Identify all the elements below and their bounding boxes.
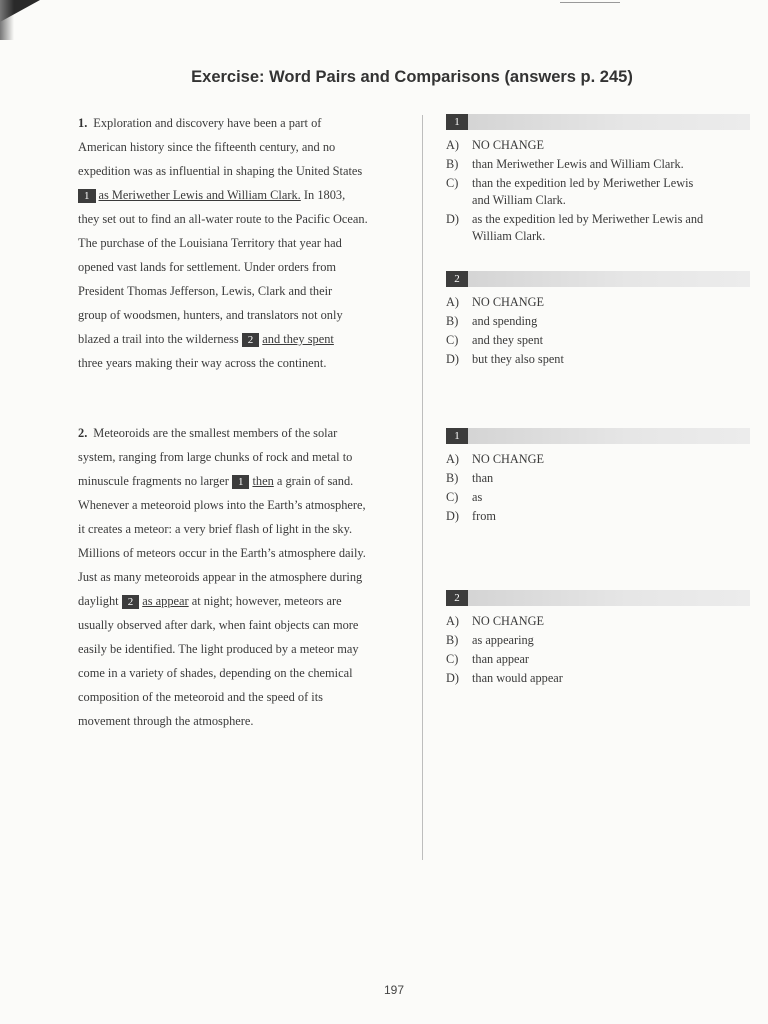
- option-text: than: [472, 471, 494, 485]
- answer-option-d[interactable]: [446, 211, 750, 245]
- passage-line: Whenever a meteoroid plows into the Earth’s atmosphere,: [78, 498, 366, 512]
- option-letter: B): [446, 314, 459, 328]
- option-letter: A): [446, 138, 459, 152]
- passage-line: The purchase of the Louisiana Territory that year had: [78, 236, 342, 250]
- option-text: than Meriwether Lewis and William Clark.: [472, 157, 684, 171]
- passage-line: Just as many meteoroids appear in the atmosphere during: [78, 570, 363, 584]
- option-text: than appear: [472, 652, 530, 666]
- option-letter: A): [446, 614, 459, 628]
- answer-option-c[interactable]: [446, 175, 750, 209]
- option-text: from: [472, 509, 496, 523]
- question-header: [446, 271, 750, 287]
- page-number: 197: [383, 983, 405, 997]
- option-text: but they also spent: [472, 352, 564, 366]
- question-number: 1: [446, 114, 468, 130]
- passage-line: Exploration and discovery have been a part of: [93, 116, 322, 130]
- answer-option-c[interactable]: [446, 651, 750, 668]
- passage-line: Millions of meteors occur in the Earth’s atmosphere daily.: [78, 546, 366, 560]
- question-marker-1[interactable]: 1: [78, 189, 96, 203]
- passage-line: they set out to find an all-water route to the Pacific Ocean.: [78, 212, 368, 226]
- option-letter: D): [446, 352, 459, 366]
- question-marker-2[interactable]: 2: [122, 595, 140, 609]
- passage-text: daylight: [78, 594, 119, 608]
- passage-line: opened vast lands for settlement. Under orders from: [78, 260, 337, 274]
- passage-line: come in a variety of shades, depending on the chemical: [78, 666, 353, 680]
- underlined-phrase-2: and they spent: [262, 332, 334, 346]
- question-marker-1[interactable]: 1: [232, 475, 250, 489]
- option-letter: A): [446, 295, 459, 309]
- option-letter: D): [446, 509, 459, 523]
- passage-line: system, ranging from large chunks of rock and metal to: [78, 450, 353, 464]
- answer-option-b[interactable]: [446, 470, 750, 487]
- page-title: Exercise: Word Pairs and Comparisons (answers p. 245): [191, 68, 633, 86]
- passage-text: minuscule fragments no larger: [78, 474, 229, 488]
- passage-text: In 1803,: [300, 188, 346, 202]
- answer-option-d[interactable]: [446, 508, 750, 525]
- question-block-4: [446, 590, 750, 689]
- answer-option-b[interactable]: [446, 313, 750, 330]
- option-text: and they spent: [472, 333, 544, 347]
- answer-option-a[interactable]: [446, 137, 750, 154]
- option-text: NO CHANGE: [472, 138, 545, 152]
- passage-line: group of woodsmen, hunters, and translators not only: [78, 308, 343, 322]
- passage-line: movement through the atmosphere.: [78, 714, 254, 728]
- option-text: than would appear: [472, 671, 563, 685]
- question-block-1: [446, 114, 750, 247]
- passage-line: three years making their way across the continent.: [78, 356, 327, 370]
- question-number: 2: [446, 590, 468, 606]
- passage-line: easily be identified. The light produced by a meteor may: [78, 642, 359, 656]
- passage-text: a grain of sand.: [273, 474, 354, 488]
- question-marker-2[interactable]: 2: [242, 333, 260, 347]
- answer-option-c[interactable]: [446, 489, 750, 506]
- answer-option-d[interactable]: [446, 670, 750, 687]
- option-text: as: [472, 490, 483, 504]
- passage-2: [78, 421, 408, 733]
- column-divider: [422, 115, 423, 860]
- answer-option-a[interactable]: [446, 294, 750, 311]
- question-number: 2: [446, 271, 468, 287]
- passage-number: 2.: [78, 426, 88, 440]
- scan-mark: [560, 2, 620, 3]
- option-text: NO CHANGE: [472, 452, 545, 466]
- question-block-3: [446, 428, 750, 527]
- passage-line: expedition was as influential in shaping the United States: [78, 164, 363, 178]
- passage-line: usually observed after dark, when faint objects can more: [78, 618, 359, 632]
- option-text: NO CHANGE: [472, 295, 545, 309]
- question-header: [446, 114, 750, 130]
- passage-1: [78, 111, 408, 375]
- option-letter: B): [446, 157, 459, 171]
- passage-line: it creates a meteor: a very brief flash of light in the sky.: [78, 522, 353, 536]
- question-number: 1: [446, 428, 468, 444]
- option-text: NO CHANGE: [472, 614, 545, 628]
- option-letter: D): [446, 671, 459, 685]
- option-letter: A): [446, 452, 459, 466]
- answer-option-b[interactable]: [446, 632, 750, 649]
- passage-number: 1.: [78, 116, 88, 130]
- underlined-phrase-1: as Meriwether Lewis and William Clark.: [98, 188, 301, 202]
- option-letter: B): [446, 633, 459, 647]
- answer-option-b[interactable]: [446, 156, 750, 173]
- underlined-phrase-2: as appear: [142, 594, 189, 608]
- answer-option-c[interactable]: [446, 332, 750, 349]
- passage-line: composition of the meteoroid and the speed of its: [78, 690, 324, 704]
- option-text: and spending: [472, 314, 538, 328]
- passage-line: Meteoroids are the smallest members of the solar: [93, 426, 338, 440]
- option-letter: C): [446, 490, 459, 504]
- passage-line: President Thomas Jefferson, Lewis, Clark and their: [78, 284, 333, 298]
- option-letter: B): [446, 471, 459, 485]
- option-text: than the expedition led by Meriwether Lewis and William Clark.: [472, 176, 694, 207]
- question-header: [446, 590, 750, 606]
- page-edge-shadow: [0, 0, 14, 40]
- answer-option-d[interactable]: [446, 351, 750, 368]
- option-text: as appearing: [472, 633, 534, 647]
- option-letter: C): [446, 333, 459, 347]
- answer-option-a[interactable]: [446, 451, 750, 468]
- option-letter: C): [446, 652, 459, 666]
- answer-option-a[interactable]: [446, 613, 750, 630]
- question-block-2: [446, 271, 750, 370]
- option-text: as the expedition led by Meriwether Lewis and William Clark.: [472, 212, 704, 243]
- option-letter: D): [446, 212, 459, 226]
- passage-text: blazed a trail into the wilderness: [78, 332, 239, 346]
- passage-text: at night; however, meteors are: [188, 594, 342, 608]
- passage-line: American history since the fifteenth century, and no: [78, 140, 336, 154]
- question-header: [446, 428, 750, 444]
- option-letter: C): [446, 176, 459, 190]
- underlined-phrase-1: then: [252, 474, 274, 488]
